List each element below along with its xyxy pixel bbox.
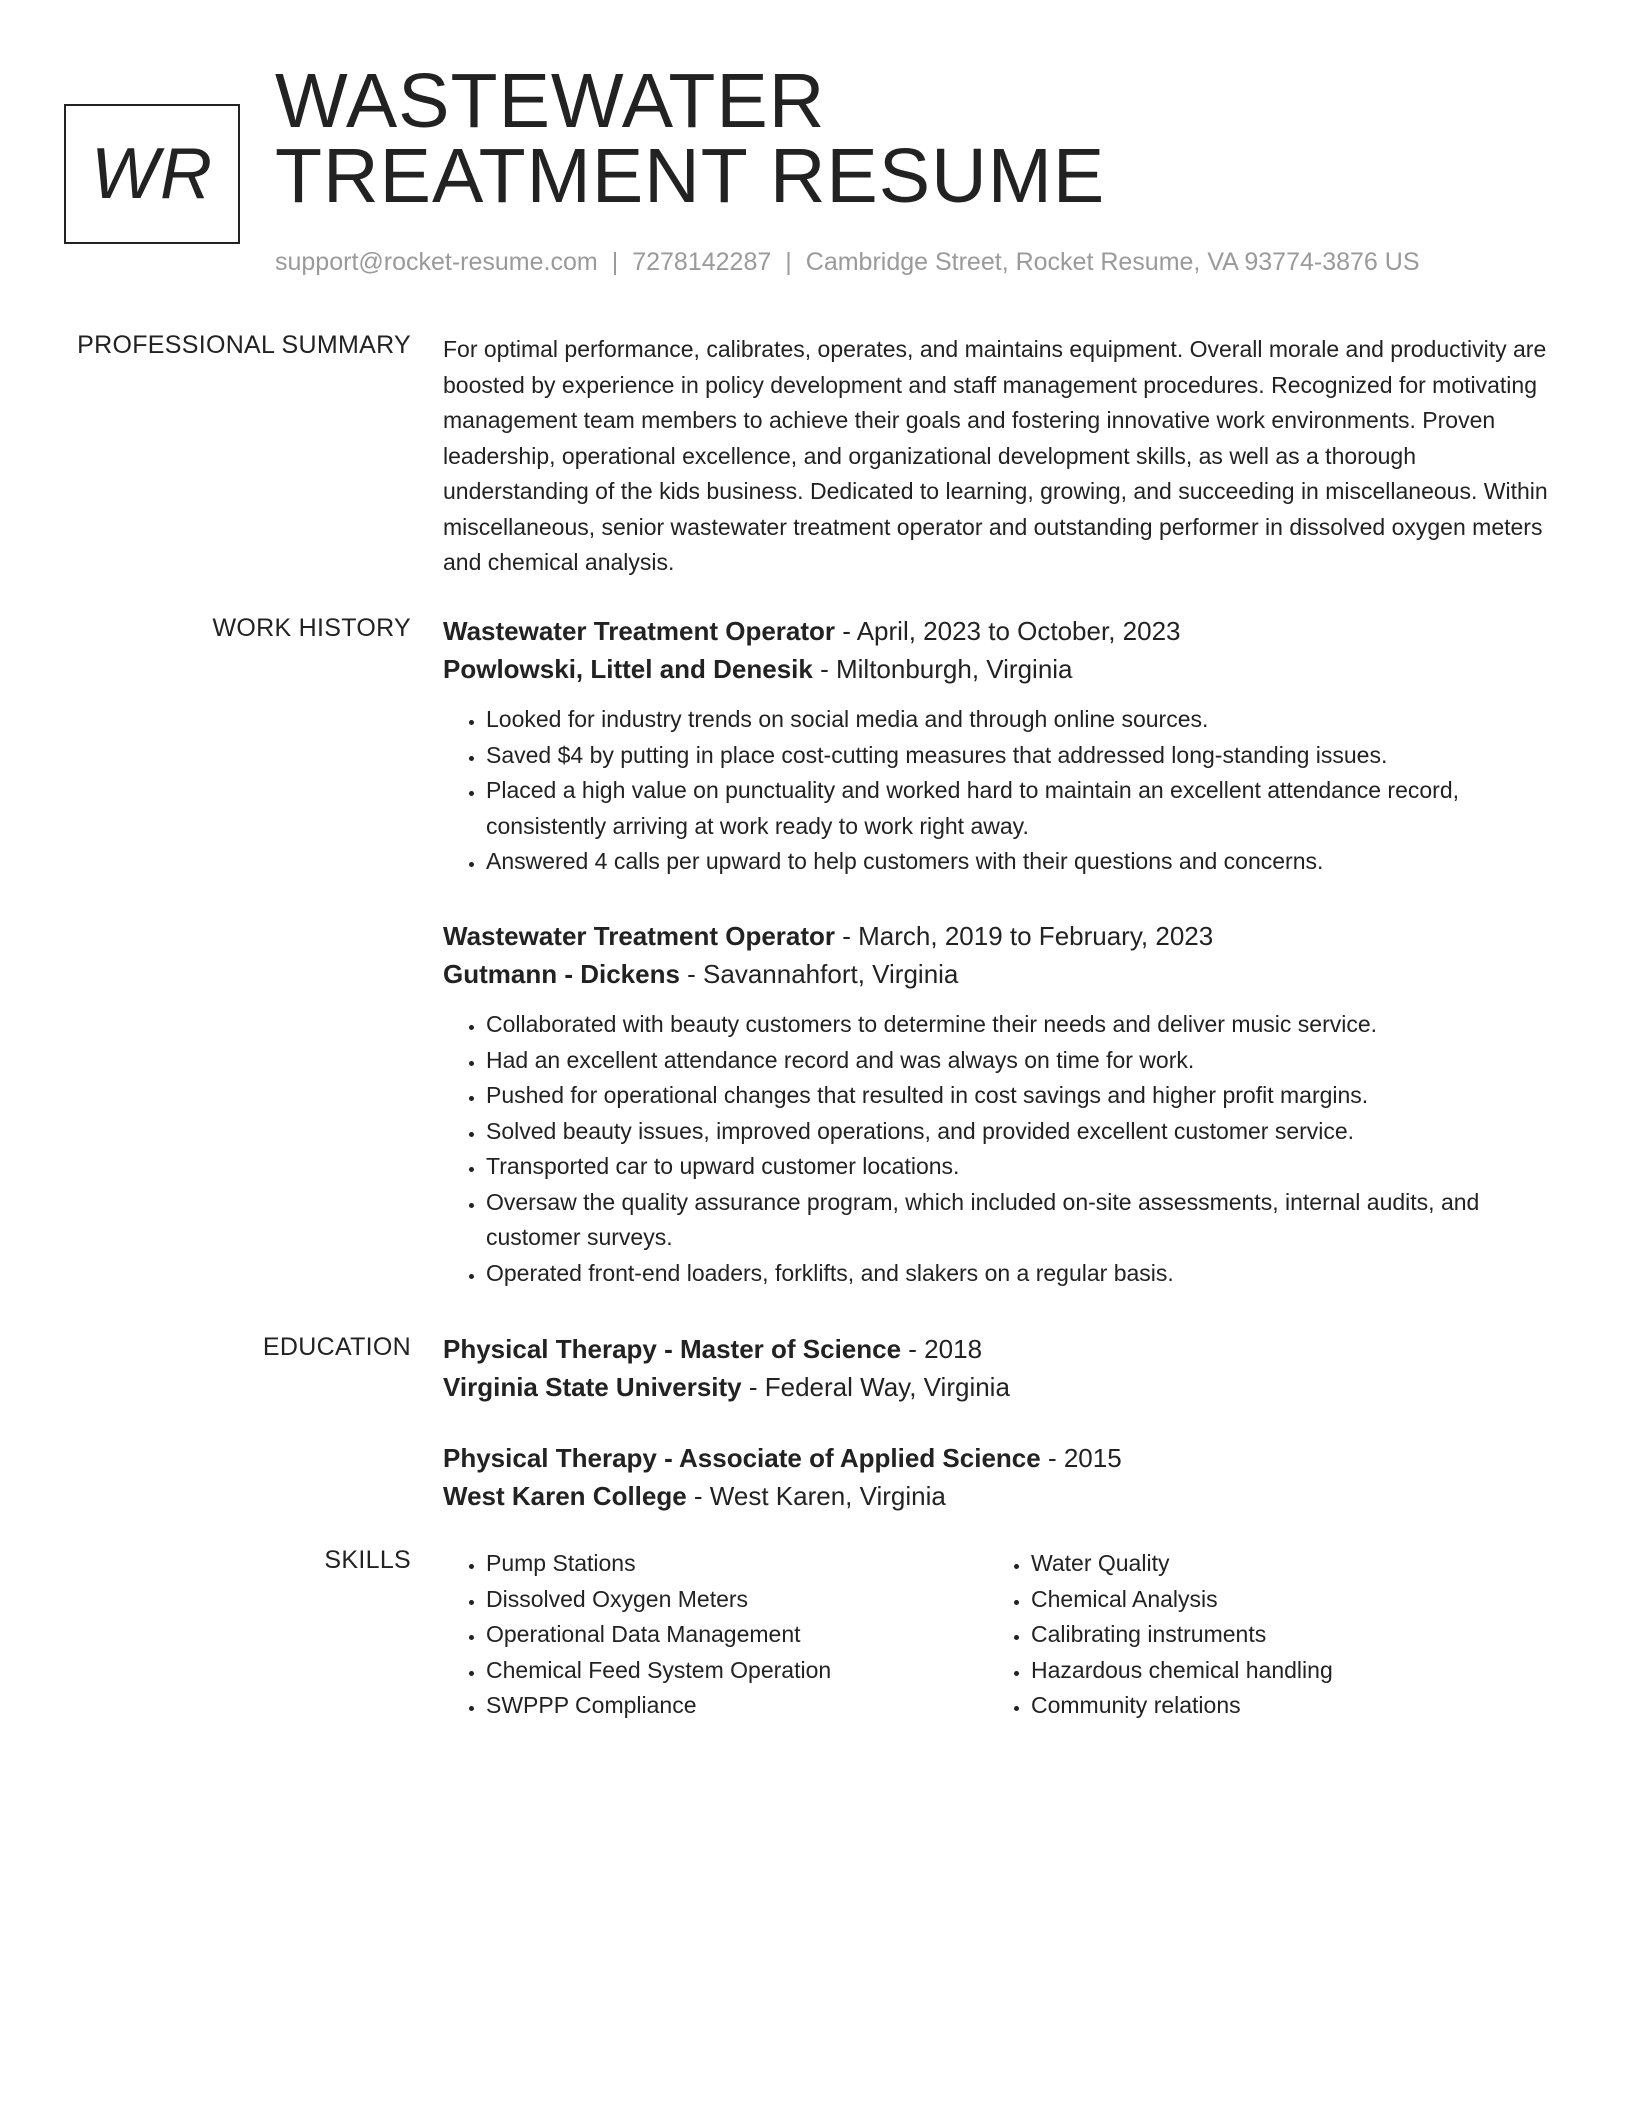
skill-item: • SWPPP Compliance: [486, 1688, 831, 1724]
resume-title-line-1: WASTEWATER: [275, 58, 826, 144]
job-company: Gutmann - Dickens: [443, 959, 680, 989]
school: West Karen College: [443, 1481, 687, 1511]
contact-email[interactable]: support@rocket-resume.com: [275, 248, 598, 276]
section-label-summary: PROFESSIONAL SUMMARY: [77, 331, 411, 359]
degree-line: [443, 1439, 1558, 1477]
list-item: • Solved beauty issues, improved operations, and provided excellent customer service.: [486, 1114, 1558, 1150]
degree-line: [443, 1330, 1558, 1368]
education-entry-1: [443, 1330, 1558, 1406]
contact-separator: |: [611, 248, 619, 276]
skill-item: • Chemical Analysis: [1031, 1582, 1333, 1618]
degree-year: - 2018: [901, 1334, 983, 1364]
skill-item: • Hazardous chemical handling: [1031, 1653, 1333, 1689]
job-company-line: [443, 650, 1558, 688]
job-dates: - March, 2019 to February, 2023: [835, 921, 1214, 951]
resume-title-line-2: TREATMENT RESUME: [275, 133, 1106, 219]
job-company-line: [443, 955, 1558, 993]
list-item: • Pushed for operational changes that resulted in cost savings and higher profit margins.: [486, 1078, 1558, 1114]
job-dates: - April, 2023 to October, 2023: [835, 616, 1181, 646]
school: Virginia State University: [443, 1372, 742, 1402]
job-bullet-list: [443, 1007, 1558, 1291]
skills-list-left: [443, 1546, 831, 1724]
job-bullet-list: [443, 702, 1558, 880]
list-item: • Collaborated with beauty customers to determine their needs and deliver music service.: [486, 1007, 1558, 1043]
job-title-line: [443, 612, 1558, 650]
school-location: - West Karen, Virginia: [686, 1481, 946, 1511]
skill-item: • Chemical Feed System Operation: [486, 1653, 831, 1689]
monogram-box: [64, 104, 240, 244]
list-item: • Saved $4 by putting in place cost-cutting measures that addressed long-standing issues.: [486, 738, 1558, 774]
list-item: • Oversaw the quality assurance program, which included on-site assessments, internal audits, and customer surveys.: [486, 1185, 1558, 1256]
monogram: WR: [91, 134, 213, 214]
section-label-education: EDUCATION: [262, 1333, 411, 1361]
skill-item: • Community relations: [1031, 1688, 1333, 1724]
list-item: • Operated front-end loaders, forklifts, and slakers on a regular basis.: [486, 1256, 1558, 1292]
skills-section: [443, 1546, 1558, 1736]
contact-address: Cambridge Street, Rocket Resume, VA 93774-3876 US: [805, 248, 1420, 276]
skill-item: • Dissolved Oxygen Meters: [486, 1582, 831, 1618]
job-title-line: [443, 917, 1558, 955]
degree: Physical Therapy - Associate of Applied Science: [443, 1443, 1041, 1473]
job-company: Powlowski, Littel and Denesik: [443, 654, 813, 684]
skill-item: • Pump Stations: [486, 1546, 831, 1582]
contact-phone[interactable]: 7278142287: [632, 248, 772, 276]
work-history-job-1: [443, 612, 1558, 880]
list-item: • Placed a high value on punctuality and worked hard to maintain an excellent attendance record, consistently arriving at work ready to work right away.: [486, 773, 1558, 844]
job-location: - Miltonburgh, Virginia: [812, 654, 1073, 684]
list-item: • Looked for industry trends on social media and through online sources.: [486, 702, 1558, 738]
section-label-skills: SKILLS: [324, 1546, 411, 1574]
contact-info: [275, 248, 1420, 277]
school-line: [443, 1368, 1558, 1406]
contact-separator: |: [785, 248, 792, 276]
skill-item: • Water Quality: [1031, 1546, 1333, 1582]
degree: Physical Therapy - Master of Science: [443, 1334, 902, 1364]
summary-section: [443, 332, 1558, 581]
skills-list-right: [988, 1546, 1333, 1724]
job-title: Wastewater Treatment Operator: [443, 921, 836, 951]
list-item: • Had an excellent attendance record and was always on time for work.: [486, 1043, 1558, 1079]
work-history-job-2: [443, 917, 1558, 1291]
list-item: • Answered 4 calls per upward to help customers with their questions and concerns.: [486, 844, 1558, 880]
list-item: • Transported car to upward customer locations.: [486, 1149, 1558, 1185]
job-location: - Savannahfort, Virginia: [679, 959, 959, 989]
school-location: - Federal Way, Virginia: [741, 1372, 1010, 1402]
skill-item: • Operational Data Management: [486, 1617, 831, 1653]
job-title: Wastewater Treatment Operator: [443, 616, 836, 646]
degree-year: - 2015: [1040, 1443, 1122, 1473]
skill-item: • Calibrating instruments: [1031, 1617, 1333, 1653]
education-entry-2: [443, 1439, 1558, 1515]
section-label-work-history: WORK HISTORY: [212, 614, 411, 642]
school-line: [443, 1477, 1558, 1515]
summary-text: For optimal performance, calibrates, operates, and maintains equipment. Overall morale and productivity are boosted by experience in policy development and staff management procedures. Recognized for motivating management team members to achieve their goals and fostering innovative work environments. Proven leadership, operational excellence, and organizational development skills, as well as a thorough understanding of the kids business. Dedicated to learning, growing, and succeeding in miscellaneous. Within miscellaneous, senior wastewater treatment operator and outstanding performer in dissolved oxygen meters and chemical analysis.: [443, 336, 1548, 575]
